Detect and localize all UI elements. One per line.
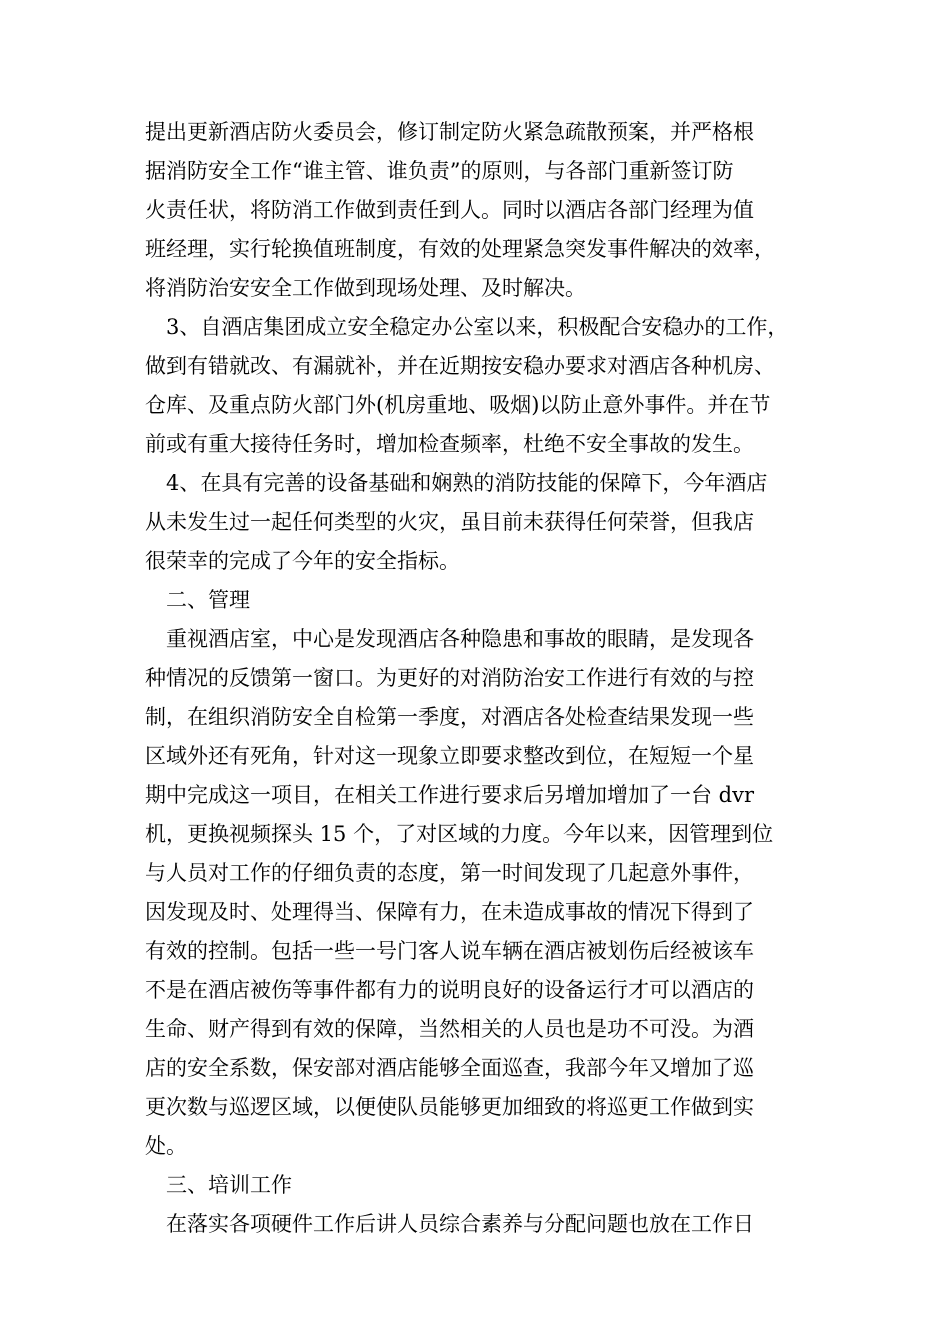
- text-line: 因发现及时、处理得当、保障有力，在未造成事故的情况下得到了: [145, 900, 754, 924]
- text-line: 不是在酒店被伤等事件都有力的说明良好的设备运行才可以酒店的: [145, 978, 754, 1002]
- text-line: 与人员对工作的仔细负责的态度，第一时间发现了几起意外事件，: [145, 861, 754, 885]
- text-line: 处。: [145, 1134, 187, 1158]
- text-line: 做到有错就改、有漏就补，并在近期按安稳办要求对酒店各种机房、: [145, 354, 775, 378]
- text-line: 前或有重大接待任务时，增加检查频率，杜绝不安全事故的发生。: [145, 432, 754, 456]
- text-line: 种情况的反馈第一窗口。为更好的对消防治安工作进行有效的与控: [145, 666, 754, 690]
- text-line: 班经理，实行轮换值班制度，有效的处理紧急突发事件解决的效率，: [145, 237, 775, 261]
- paragraph-start: 重视酒店室，中心是发现酒店各种隐患和事故的眼睛，是发现各: [166, 627, 754, 651]
- text-line: 据消防安全工作“谁主管、谁负责”的原则，与各部门重新签订防: [145, 159, 734, 183]
- paragraph-item-4: 4、在具有完善的设备基础和娴熟的消防技能的保障下，今年酒店: [166, 471, 768, 495]
- text-line: 更次数与巡逻区域，以便使队员能够更加细致的将巡更工作做到实: [145, 1095, 754, 1119]
- text-line: 从未发生过一起任何类型的火灾，虽目前未获得任何荣誉，但我店: [145, 510, 754, 534]
- text-line: 期中完成这一项目，在相关工作进行要求后另增加增加了一台 dvr: [145, 783, 755, 807]
- text-line: 仓库、及重点防火部门外(机房重地、吸烟)以防止意外事件。并在节: [145, 393, 771, 417]
- section-heading-training: 三、培训工作: [166, 1173, 292, 1197]
- text-line: 机，更换视频探头 15 个，了对区域的力度。今年以来，因管理到位: [145, 822, 774, 846]
- paragraph-start: 在落实各项硬件工作后讲人员综合素养与分配问题也放在工作日: [166, 1212, 754, 1236]
- text-line: 生命、财产得到有效的保障，当然相关的人员也是功不可没。为酒: [145, 1017, 754, 1041]
- section-heading-management: 二、管理: [166, 588, 250, 612]
- text-line: 区域外还有死角，针对这一现象立即要求整改到位，在短短一个星: [145, 744, 754, 768]
- text-line: 火责任状，将防消工作做到责任到人。同时以酒店各部门经理为值: [145, 198, 754, 222]
- text-line: 很荣幸的完成了今年的安全指标。: [145, 549, 460, 573]
- text-line: 提出更新酒店防火委员会，修订制定防火紧急疏散预案，并严格根: [145, 120, 754, 144]
- text-line: 将消防治安安全工作做到现场处理、及时解决。: [145, 276, 586, 300]
- paragraph-item-3: 3、自酒店集团成立安全稳定办公室以来，积极配合安稳办的工作，: [166, 315, 789, 339]
- text-line: 有效的控制。包括一些一号门客人说车辆在酒店被划伤后经被该车: [145, 939, 754, 963]
- text-line: 制，在组织消防安全自检第一季度，对酒店各处检查结果发现一些: [145, 705, 754, 729]
- text-line: 店的安全系数，保安部对酒店能够全面巡查，我部今年又增加了巡: [145, 1056, 754, 1080]
